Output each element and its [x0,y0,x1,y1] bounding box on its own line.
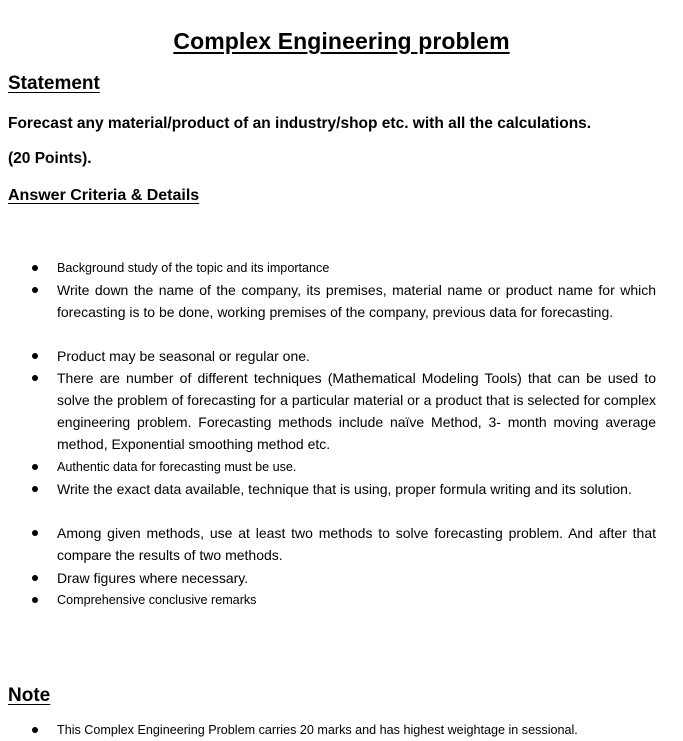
criteria-item: Product may be seasonal or regular one. [57,345,656,367]
criteria-item: Among given methods, use at least two methods to solve forecasting problem. And after that compare the results of two methods. [57,522,656,566]
criteria-item: Write the exact data available, technique that is using, proper formula writing and its solution. [57,478,656,500]
note-item: This Complex Engineering Problem carries 20 marks and has highest weightage in sessional. [57,719,677,741]
statement-heading: Statement [8,73,100,94]
criteria-item: Comprehensive conclusive remarks [57,589,656,611]
criteria-item: Write down the name of the company, its premises, material name or product name for which forecasting is to be done, working premises of the company, previous data for forecasting. [57,279,656,323]
statement-text: Forecast any material/product of an industry/shop etc. with all the calculations. [8,115,592,132]
note-heading: Note [8,685,51,706]
criteria-heading: Answer Criteria & Details [8,187,200,204]
criteria-item: Draw figures where necessary. [57,567,656,589]
criteria-item: Authentic data for forecasting must be use. [57,456,656,478]
statement-points: (20 Points). [8,150,92,167]
criteria-item: There are number of different techniques (Mathematical Modeling Tools) that can be used to solve the problem of forecasting for a particular material or a product that is selected for complex engineering problem. Forecasting methods include naïve Method, 3- month moving average method, Exponential smoothing method etc. [57,367,656,455]
criteria-item: Background study of the topic and its importance [57,257,656,279]
page-title: Complex Engineering problem [173,28,510,54]
